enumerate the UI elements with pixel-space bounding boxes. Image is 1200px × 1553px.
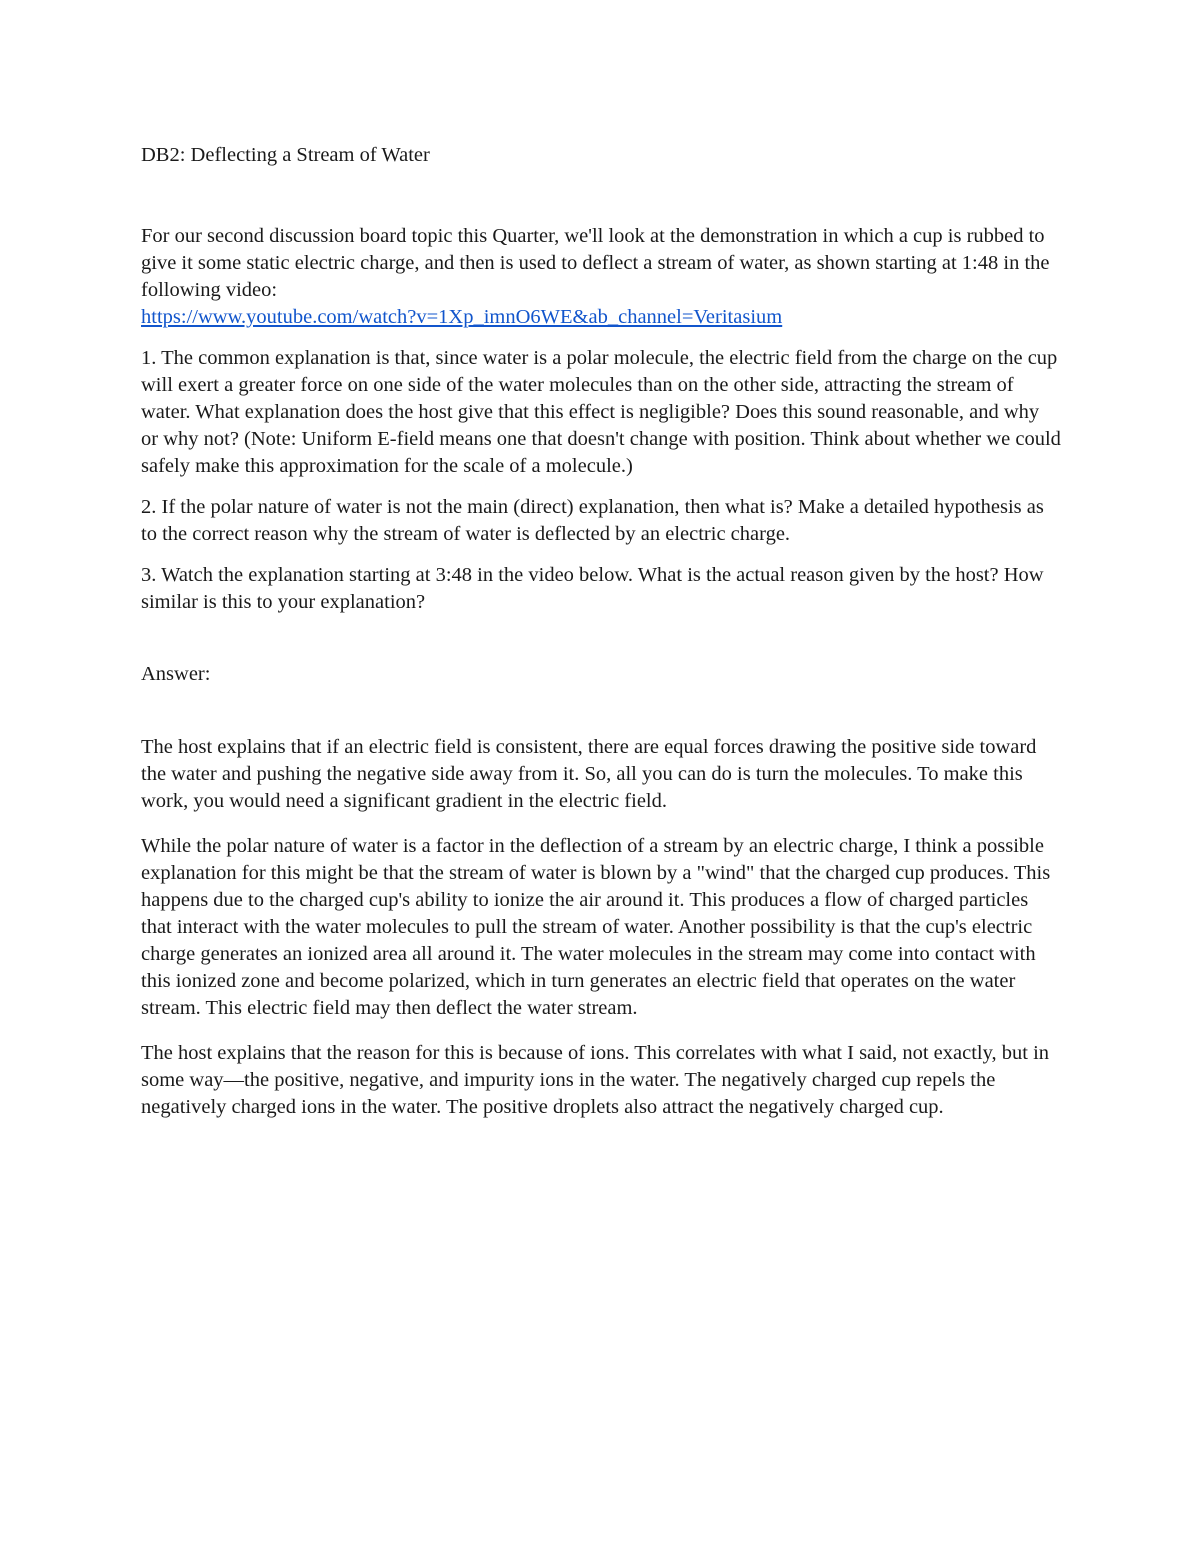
- answer-3: The host explains that the reason for this is because of ions. This correlates with what I said, not exactly, but in some way—the positive, negative, and impurity ions in the water. The negatively charged cup repels the negatively charged ions in the water. The positive droplets also attract the negatively charged cup.: [141, 1042, 1050, 1118]
- question-2: 2. If the polar nature of water is not the main (direct) explanation, then what is? Make a detailed hypothesis as to the correct reason why the stream of water is deflected by an electric charge.: [141, 496, 1044, 545]
- question-1: 1. The common explanation is that, since water is a polar molecule, the electric field from the charge on the cup will exert a greater force on one side of the water molecules than on the other side, attracting the stream of water. What explanation does the host give that this effect is negligible? Does this sound reasonable, and why or why not? (Note: Uniform E-field means one that doesn't change with position. Think about whether we could safely make this approximation for the scale of a molecule.): [141, 347, 1061, 477]
- document-page: [141, 142, 1061, 1121]
- question-3: 3. Watch the explanation starting at 3:48 in the video below. What is the actual reason given by the host? How similar is this to your explanation?: [141, 564, 1044, 613]
- answer-2: While the polar nature of water is a factor in the deflection of a stream by an electric charge, I think a possible explanation for this might be that the stream of water is blown by a "wind" that the charged cup produces. This happens due to the charged cup's ability to ionize the air around it. This produces a flow of charged particles that interact with the water molecules to pull the stream of water. Another possibility is that the cup's electric charge generates an ionized area all around it. The water molecules in the stream may come into contact with this ionized zone and become polarized, which in turn generates an electric field that operates on the water stream. This electric field may then deflect the water stream.: [141, 835, 1051, 1019]
- video-link[interactable]: https://www.youtube.com/watch?v=1Xp_imnO6WE&ab_channel=Veritasium: [141, 306, 783, 328]
- intro-paragraph: [141, 223, 1061, 331]
- answer-1: The host explains that if an electric field is consistent, there are equal forces drawing the positive side toward the water and pushing the negative side away from it. So, all you can do is turn the molecules. To make this work, you would need a significant gradient in the electric field.: [141, 736, 1037, 812]
- intro-text: For our second discussion board topic this Quarter, we'll look at the demonstration in which a cup is rubbed to give it some static electric charge, and then is used to deflect a stream of water, as shown starting at 1:48 in the following video:: [141, 225, 1050, 301]
- document-title: DB2: Deflecting a Stream of Water: [141, 144, 430, 166]
- answer-label: Answer:: [141, 663, 211, 685]
